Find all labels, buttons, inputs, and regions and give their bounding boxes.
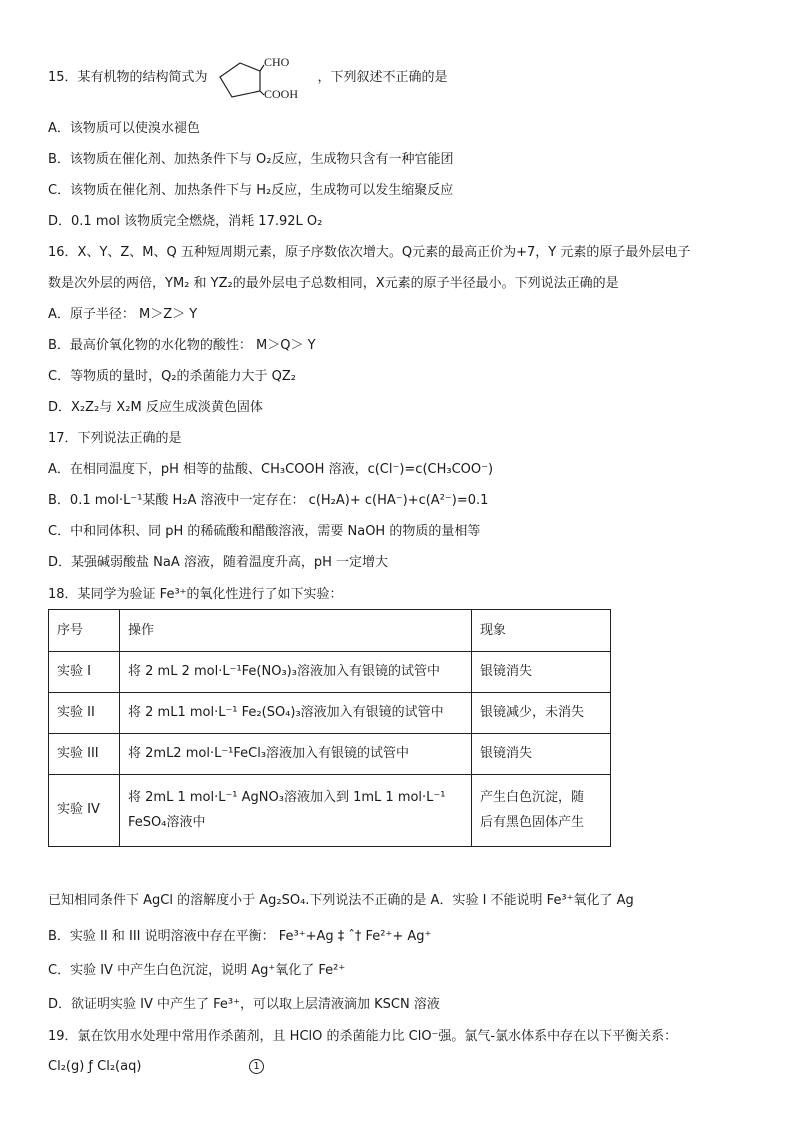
q15-substituent-cho: CHO bbox=[264, 55, 290, 69]
row-result: 银镜消失 bbox=[472, 652, 611, 693]
q17-option-b: B．0.1 mol·L⁻¹某酸 H₂A 溶液中一定存在： c(H₂A)+ c(HA⁻)+c(A²⁻)=0.1 bbox=[48, 493, 489, 508]
row-id: 实验 III bbox=[49, 734, 120, 775]
row-result: 银镜消失 bbox=[472, 734, 611, 775]
q15-option-d: D．0.1 mol 该物质完全燃烧，消耗 17.92L O₂ bbox=[48, 214, 323, 229]
equation-number-circle: 1 bbox=[249, 1059, 264, 1074]
q15-substituent-cooh: COOH bbox=[264, 87, 299, 101]
q19-equation: Cl₂(g) ƒ Cl₂(aq) bbox=[48, 1059, 142, 1074]
row-result bbox=[472, 775, 611, 847]
q15-stem-suffix: ，下列叙述不正确的是 bbox=[317, 70, 448, 85]
q17-option-c: C．中和同体积、同 pH 的稀硫酸和醋酸溶液，需要 NaOH 的物质的量相等 bbox=[48, 524, 481, 539]
q16-stem-line1: 16．X、Y、Z、M、Q 五种短周期元素，原子序数依次增大。Q元素的最高正价为+7，Y 元素的原子最外层电子 bbox=[48, 245, 691, 260]
row-id: 实验 II bbox=[49, 693, 120, 734]
row-operation: 将 2 mL 2 mol·L⁻¹Fe(NO₃)₃溶液加入有银镜的试管中 bbox=[120, 652, 472, 693]
row-operation-line1: 将 2mL 1 mol·L⁻¹ AgNO₃溶液加入到 1mL 1 mol·L⁻¹ bbox=[128, 789, 446, 805]
table-header-row bbox=[49, 610, 611, 652]
q15-option-a: A．该物质可以使溴水褪色 bbox=[48, 121, 200, 136]
q16-option-a: A．原子半径： M＞Z＞ Y bbox=[48, 307, 198, 322]
table-row bbox=[49, 775, 611, 847]
q18-experiment-table bbox=[48, 609, 611, 847]
header-phenomenon: 现象 bbox=[472, 610, 611, 652]
row-id: 实验 IV bbox=[49, 775, 120, 847]
row-operation: 将 2mL2 mol·L⁻¹FeCl₃溶液加入有银镜的试管中 bbox=[120, 734, 472, 775]
q15-structure-diagram bbox=[212, 55, 322, 105]
q15-stem-prefix: 15．某有机物的结构简式为 bbox=[48, 70, 208, 85]
q18-stem: 18．某同学为验证 Fe³⁺的氧化性进行了如下实验： bbox=[48, 587, 343, 602]
header-id: 序号 bbox=[49, 610, 120, 652]
q18-option-c: C．实验 IV 中产生白色沉淀，说明 Ag⁺氧化了 Fe²⁺ bbox=[48, 963, 346, 978]
row-operation-line2: FeSO₄溶液中 bbox=[128, 814, 206, 830]
q18-option-b: B．实验 II 和 III 说明溶液中存在平衡： Fe³⁺+Ag ‡ ˆ† Fe²⁺+ Ag⁺ bbox=[48, 929, 432, 944]
q15-option-b: B．该物质在催化剂、加热条件下与 O₂反应，生成物只含有一种官能团 bbox=[48, 152, 454, 167]
q17-option-d: D．某强碱弱酸盐 NaA 溶液，随着温度升高，pH 一定增大 bbox=[48, 555, 389, 570]
row-id: 实验 I bbox=[49, 652, 120, 693]
row-result-line2: 后有黑色固体产生 bbox=[480, 814, 585, 830]
row-operation: 将 2 mL1 mol·L⁻¹ Fe₂(SO₄)₃溶液加入有银镜的试管中 bbox=[120, 693, 472, 734]
q16-stem-line2: 数是次外层的两倍，YM₂ 和 YZ₂的最外层电子总数相同，X元素的原子半径最小。下列说法正确的是 bbox=[48, 276, 619, 291]
q18-option-d: D．欲证明实验 IV 中产生了 Fe³⁺，可以取上层清液滴加 KSCN 溶液 bbox=[48, 997, 440, 1012]
q16-option-d: D．X₂Z₂与 X₂M 反应生成淡黄色固体 bbox=[48, 400, 263, 415]
table-row bbox=[49, 734, 611, 775]
q19-stem: 19．氯在饮用水处理中常用作杀菌剂，且 HClO 的杀菌能力比 ClO⁻强。氯气-氯水体系中存在以下平衡关系： bbox=[48, 1029, 678, 1044]
q17-stem: 17．下列说法正确的是 bbox=[48, 431, 182, 446]
table-row bbox=[49, 693, 611, 734]
table-row bbox=[49, 652, 611, 693]
q16-option-c: C．等物质的量时，Q₂的杀菌能力大于 QZ₂ bbox=[48, 369, 297, 384]
q16-option-b: B．最高价氧化物的水化物的酸性： M＞Q＞ Y bbox=[48, 338, 316, 353]
q15-option-c: C．该物质在催化剂、加热条件下与 H₂反应，生成物可以发生缩聚反应 bbox=[48, 183, 454, 198]
row-operation bbox=[120, 775, 472, 847]
header-operation: 操作 bbox=[120, 610, 472, 652]
q17-option-a: A．在相同温度下，pH 相等的盐酸、CH₃COOH 溶液，c(Cl⁻)=c(CH₃COO⁻) bbox=[48, 462, 494, 477]
row-result: 银镜减少，未消失 bbox=[472, 693, 611, 734]
q18-known-and-option-a: 已知相同条件下 AgCl 的溶解度小于 Ag₂SO₄.下列说法不正确的是 A．实验 I 不能说明 Fe³⁺氧化了 Ag bbox=[48, 893, 634, 908]
row-result-line1: 产生白色沉淀，随 bbox=[480, 789, 585, 805]
